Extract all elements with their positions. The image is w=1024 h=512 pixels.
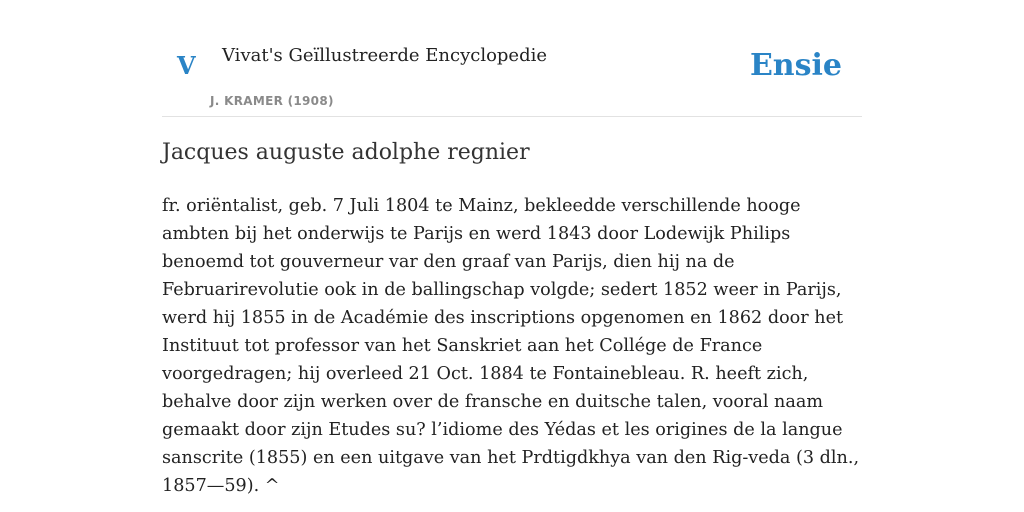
encyclopedia-title[interactable]: Vivat's Geïllustreerde Encyclopedie bbox=[222, 45, 548, 66]
article-card bbox=[162, 0, 862, 496]
author-label: J. KRAMER (1908) bbox=[210, 94, 334, 108]
source-header bbox=[162, 0, 862, 117]
article-title: Jacques auguste adolphe regnier bbox=[162, 140, 530, 165]
ensie-brand-link[interactable]: Ensie bbox=[749, 48, 842, 83]
article-body: fr. oriëntalist, geb. 7 Juli 1804 te Mainz, bekleedde verschillende hooge ambten bij het onderwijs te Parijs en werd 1843 door Lodewijk Philips benoemd tot gouverneur var den graaf van Parijs, dien hij na de Februarirevolutie ook in de ballingschap volgde; sedert 1852 weer in Parijs, werd hij 1855 in de Académie des inscriptions opgenomen en 1862 door het Instituut tot professor van het Sanskriet aan het Collége de France voorgedragen; hij overleed 21 Oct. 1884 te Fontainebleau. R. heeft zich, behalve door zijn werken over de fransche en duitsche talen, vooral naam gemaakt door zijn Etudes su? l’idiome des Yédas et les origines de la langue sanscrite (1855) en een uitgave van het Prdtigdkhya van den Rig-veda (3 dln., 1857—59). ^ bbox=[162, 196, 860, 496]
encyclopedia-logo-icon[interactable]: V bbox=[177, 51, 196, 80]
